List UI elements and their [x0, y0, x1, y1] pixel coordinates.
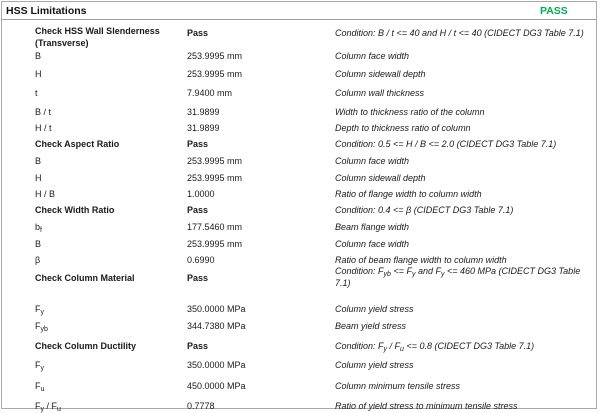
parameter-value: 0.7778	[187, 401, 215, 411]
parameter-label: B	[35, 51, 42, 61]
parameter-description: Column sidewall depth	[335, 69, 426, 79]
parameter-description: Depth to thickness ratio of column	[335, 123, 471, 133]
parameter-label: $F_y$	[35, 360, 44, 372]
parameter-description: Beam yield stress	[335, 321, 407, 331]
check-title: Check Aspect Ratio	[35, 139, 120, 149]
check-result: Pass	[187, 205, 209, 215]
hss-limitations-panel	[1, 1, 597, 413]
check-title: Check Width Ratio	[35, 205, 115, 215]
parameter-label: H / t	[35, 123, 52, 133]
parameter-value: 253.9995 mm	[187, 239, 243, 249]
check-condition: Condition: $F_y / F_u <= 0.8$ (CIDECT DG3 Table 7.1)	[335, 341, 535, 353]
parameter-description: Width to thickness ratio of the column	[335, 107, 485, 117]
parameter-description: Column yield stress	[335, 360, 414, 370]
parameter-value: 253.9995 mm	[187, 69, 243, 79]
check-condition: Condition: 0.4 <= β (CIDECT DG3 Table 7.1)	[335, 205, 514, 215]
parameter-description: Ratio of yield stress to minimum tensile stress	[335, 401, 518, 411]
parameter-value: 350.0000 MPa	[187, 360, 246, 370]
check-title: Check Column Material	[35, 273, 135, 283]
parameter-value: 177.5460 mm	[187, 222, 243, 232]
parameter-description: Ratio of beam flange width to column width	[335, 255, 507, 265]
check-title: Check Column Ductility	[35, 341, 137, 351]
parameter-label: B	[35, 239, 42, 249]
check-title: Check HSS Wall Slenderness (Transverse)	[35, 26, 160, 48]
parameter-label: $F_{yb}$	[35, 321, 48, 333]
parameter-value: 350.0000 MPa	[187, 304, 246, 314]
parameter-value: 450.0000 MPa	[187, 381, 246, 391]
parameter-value: 1.0000	[187, 189, 215, 199]
parameter-label: H / B	[35, 189, 56, 199]
parameter-description: Column wall thickness	[335, 88, 425, 98]
parameter-label: $F_y / F_u$	[35, 401, 61, 413]
parameter-label: β	[35, 255, 41, 265]
parameter-description: Beam flange width	[335, 222, 410, 232]
check-result: Pass	[187, 273, 209, 283]
parameter-label: B / t	[35, 107, 52, 117]
check-condition: Condition: B / t <= 40 and H / t <= 40 (CIDECT DG3 Table 7.1)	[335, 28, 584, 38]
check-result: Pass	[187, 139, 209, 149]
check-condition: Condition: 0.5 <= H / B <= 2.0 (CIDECT DG3 Table 7.1)	[335, 139, 557, 149]
parameter-value: 344.7380 MPa	[187, 321, 246, 331]
parameter-description: Column face width	[335, 239, 410, 249]
parameter-description: Column sidewall depth	[335, 173, 426, 183]
parameter-value: 7.9400 mm	[187, 88, 233, 98]
parameter-label: B	[35, 156, 42, 166]
check-condition: Condition: $F_{yb} <= F_y$ and $F_y <= 460$ MPa (CIDECT DG3 Table 7.1)	[335, 266, 581, 288]
panel-header	[2, 2, 596, 20]
parameter-value: 253.9995 mm	[187, 156, 243, 166]
parameter-description: Column yield stress	[335, 304, 414, 314]
parameter-value: 253.9995 mm	[187, 173, 243, 183]
parameter-value: 253.9995 mm	[187, 51, 243, 61]
parameter-value: 0.6990	[187, 255, 215, 265]
overall-status-badge: PASS	[540, 5, 568, 17]
parameter-value: 31.9899	[187, 123, 220, 133]
panel-title: HSS Limitations	[6, 5, 87, 17]
check-result: Pass	[187, 28, 209, 38]
parameter-label: $F_u$	[35, 381, 45, 393]
check-result: Pass	[187, 341, 209, 351]
parameter-label: H	[35, 69, 42, 79]
parameter-label: H	[35, 173, 42, 183]
parameter-label: $b_f$	[35, 222, 42, 234]
parameter-description: Column minimum tensile stress	[335, 381, 461, 391]
parameter-description: Column face width	[335, 51, 410, 61]
parameter-description: Column face width	[335, 156, 410, 166]
parameter-value: 31.9899	[187, 107, 220, 117]
parameter-label: t	[35, 88, 38, 98]
parameter-description: Ratio of flange width to column width	[335, 189, 482, 199]
parameter-label: $F_y$	[35, 304, 44, 316]
